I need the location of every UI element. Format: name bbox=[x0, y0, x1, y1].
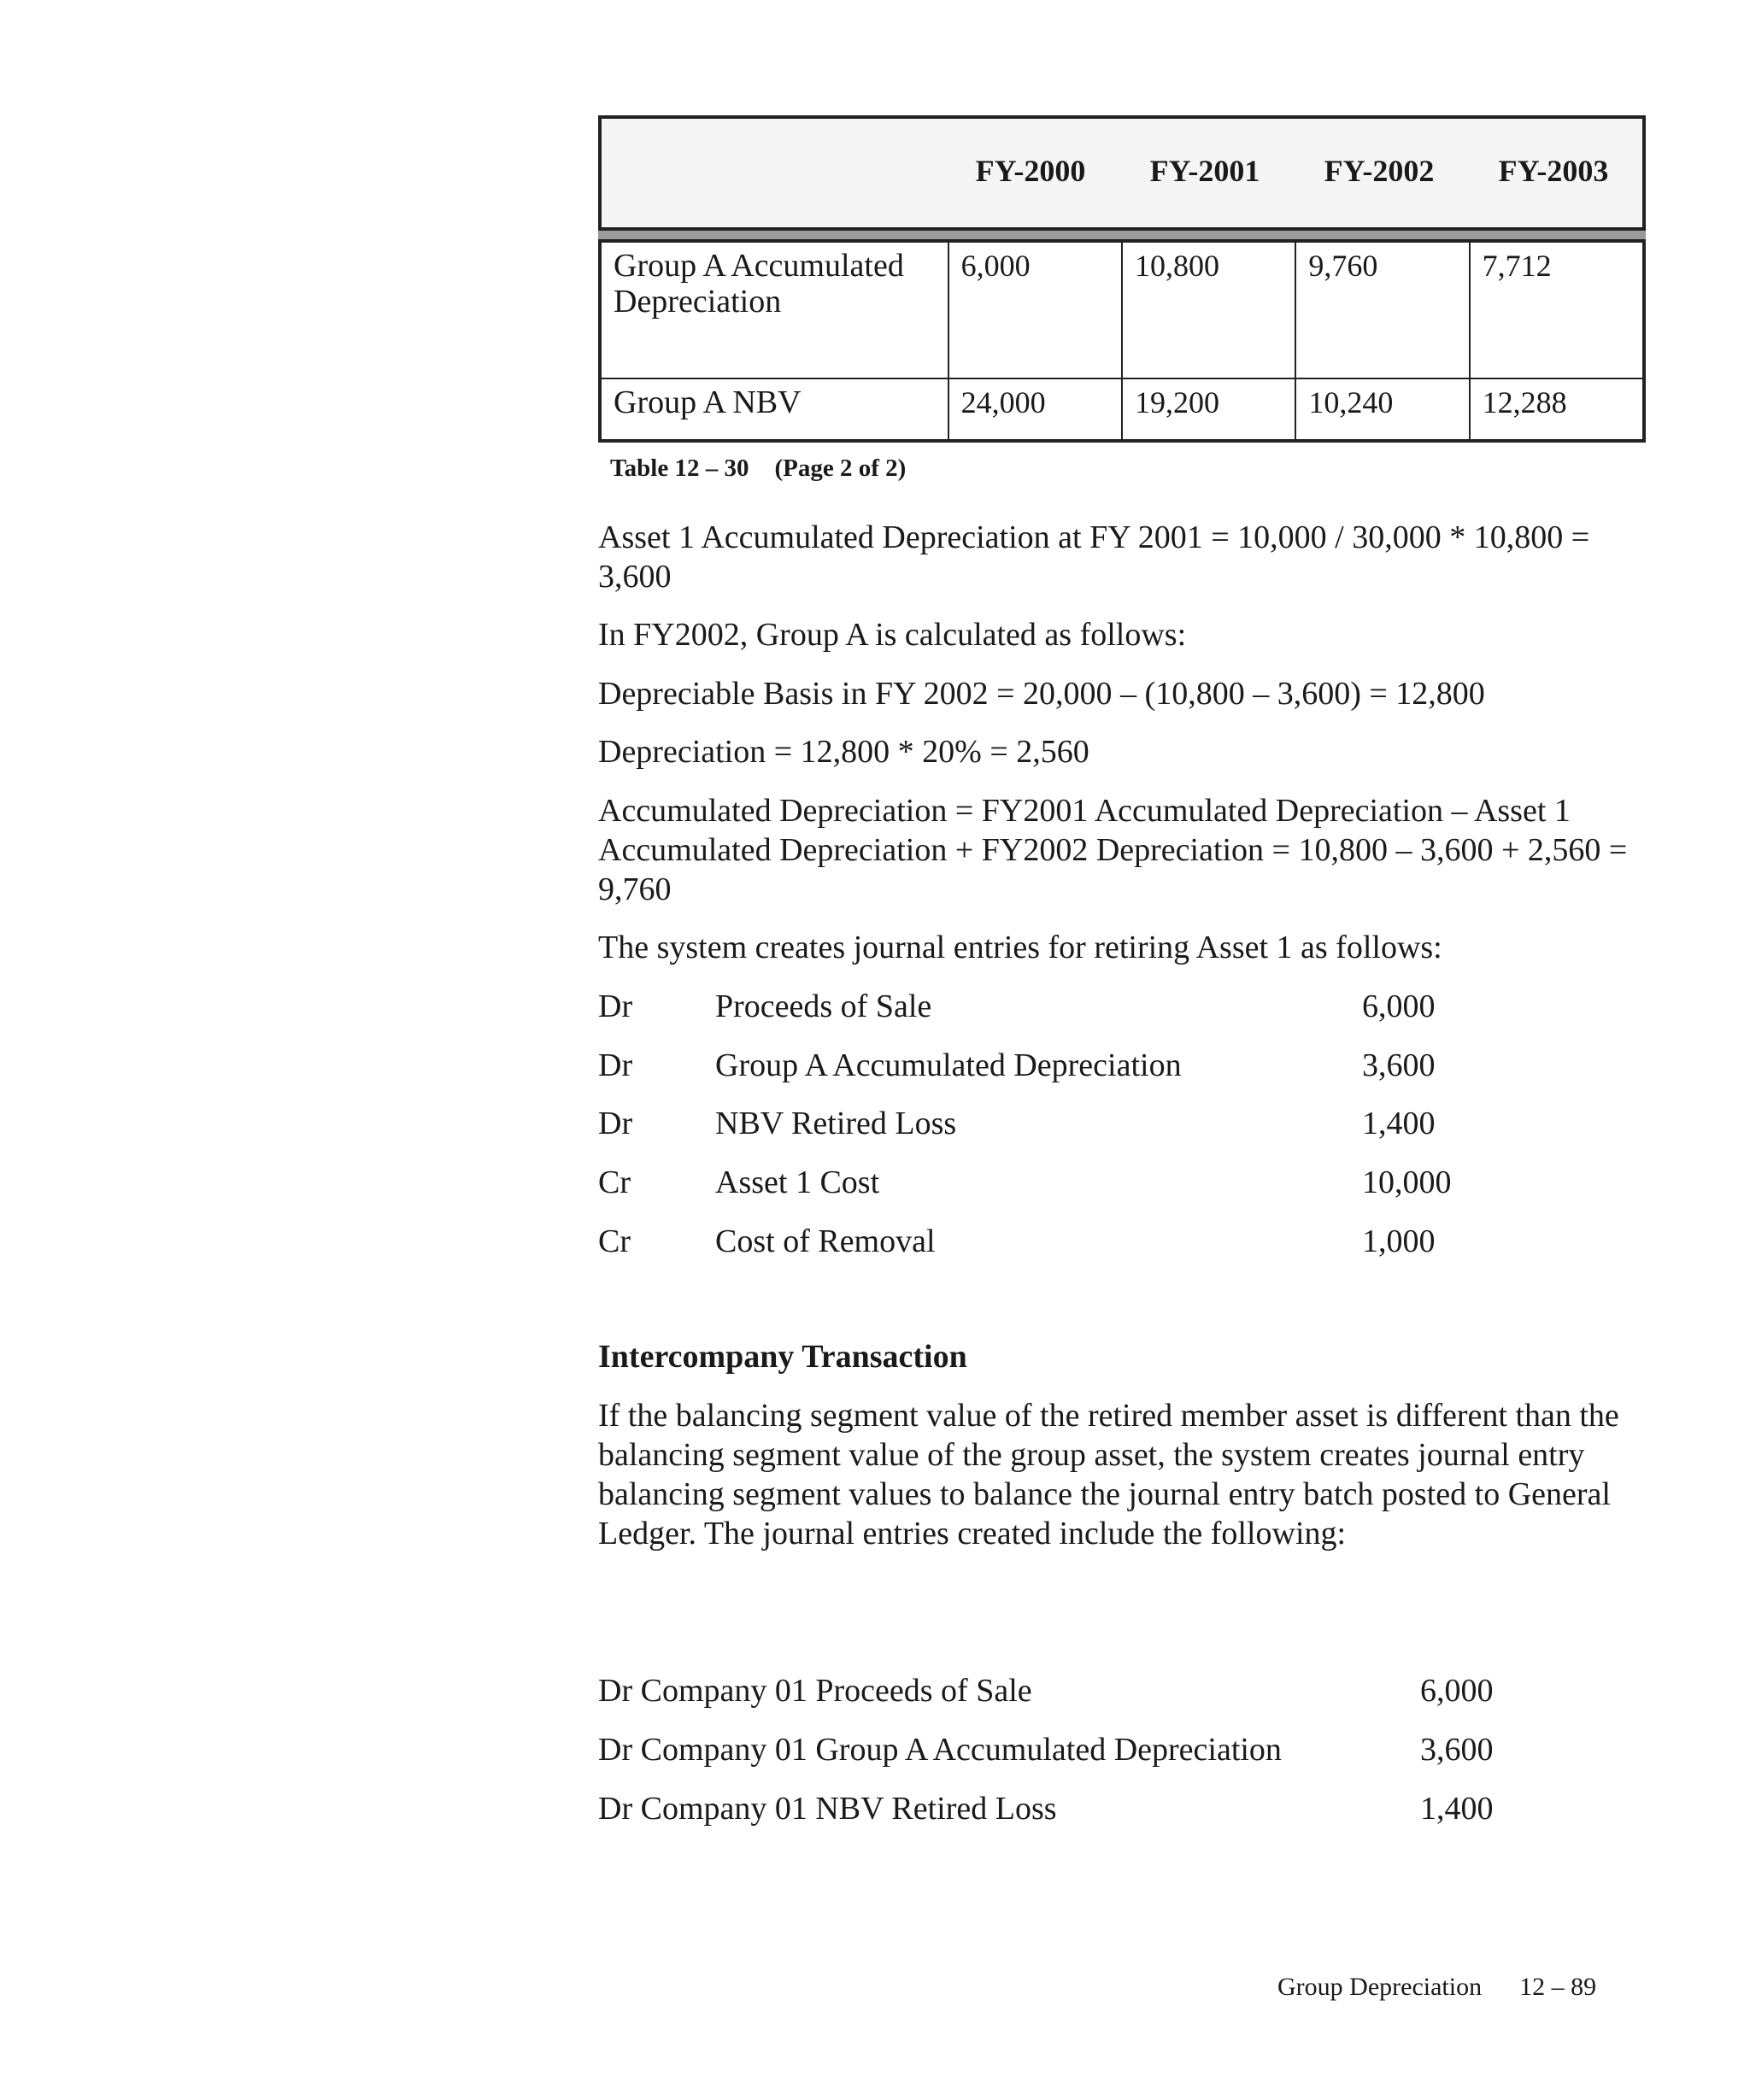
table-cell: 10,800 bbox=[1121, 243, 1295, 378]
paragraph-depreciable-basis: Depreciable Basis in FY 2002 = 20,000 – (10,800 – 3,600) = 12,800 bbox=[598, 676, 1485, 712]
journal-entry-type: Dr bbox=[598, 1047, 633, 1083]
section-heading-intercompany: Intercompany Transaction bbox=[598, 1339, 967, 1375]
intercompany-entry-row bbox=[598, 1730, 1646, 1769]
journal-entry-account: Asset 1 Cost bbox=[715, 1164, 880, 1200]
table-header-row bbox=[598, 115, 1646, 231]
table-caption bbox=[610, 455, 906, 483]
journal-entry-type: Cr bbox=[598, 1164, 631, 1200]
journal-entry-account: NBV Retired Loss bbox=[715, 1106, 957, 1141]
journal-entry-amount: 3,600 bbox=[1362, 1047, 1436, 1083]
intercompany-entry-amount: 6,000 bbox=[1420, 1673, 1494, 1709]
paragraph-journal-intro: The system creates journal entries for retiring Asset 1 as follows: bbox=[598, 930, 1442, 965]
journal-entry-account: Group A Accumulated Depreciation bbox=[715, 1047, 1182, 1083]
table-header-fy2002: FY-2002 bbox=[1324, 153, 1435, 188]
journal-entry-row bbox=[598, 1222, 1646, 1261]
journal-entry-type: Cr bbox=[598, 1223, 631, 1259]
journal-entry-amount: 6,000 bbox=[1362, 988, 1436, 1024]
table-header-fy2000: FY-2000 bbox=[975, 153, 1086, 188]
journal-entry-type: Dr bbox=[598, 988, 633, 1024]
table-header-fy2003: FY-2003 bbox=[1498, 153, 1609, 188]
journal-entry-type: Dr bbox=[598, 1106, 633, 1141]
table-cell: 12,288 bbox=[1469, 379, 1642, 439]
journal-entry-amount: 1,400 bbox=[1362, 1106, 1436, 1141]
footer-section-title: Group Depreciation bbox=[1277, 1973, 1483, 2001]
table-cell: 6,000 bbox=[948, 243, 1121, 378]
journal-entry-row bbox=[598, 1104, 1646, 1143]
table-cell: 24,000 bbox=[948, 379, 1121, 439]
paragraph-fy2002-intro: In FY2002, Group A is calculated as follows: bbox=[598, 617, 1187, 653]
table-row bbox=[602, 243, 1642, 378]
table-header-fy2001: FY-2001 bbox=[1149, 153, 1260, 188]
intercompany-entry-description: Dr Company 01 Group A Accumulated Depreciation bbox=[598, 1732, 1282, 1768]
intercompany-entry-amount: 1,400 bbox=[1420, 1791, 1494, 1827]
table-cell: 19,200 bbox=[1121, 379, 1295, 439]
journal-entry-row bbox=[598, 1046, 1646, 1085]
table-cell: 10,240 bbox=[1295, 379, 1468, 439]
table-body bbox=[598, 239, 1646, 443]
intercompany-entry-description: Dr Company 01 Proceeds of Sale bbox=[598, 1673, 1032, 1709]
table-caption-page: (Page 2 of 2) bbox=[774, 455, 907, 482]
footer-page-number: 12 – 89 bbox=[1519, 1973, 1597, 2001]
intercompany-entry-row bbox=[598, 1789, 1646, 1828]
journal-entry-account: Proceeds of Sale bbox=[715, 988, 932, 1024]
depreciation-table bbox=[598, 115, 1646, 443]
table-cell: 7,712 bbox=[1469, 243, 1642, 378]
intercompany-entry-description: Dr Company 01 NBV Retired Loss bbox=[598, 1791, 1057, 1827]
table-cell: 9,760 bbox=[1295, 243, 1468, 378]
journal-entry-row bbox=[598, 987, 1646, 1026]
table-header-separator bbox=[598, 231, 1646, 239]
paragraph-accumulated-depreciation: Accumulated Depreciation = FY2001 Accumulated Depreciation – Asset 1 Accumulated Depreciation + FY2002 Depreciation = 10,800 – 3,600 + 2,560 = 9,760 bbox=[598, 793, 1628, 907]
paragraph-asset1-accum: Asset 1 Accumulated Depreciation at FY 2001 = 10,000 / 30,000 * 10,800 = 3,600 bbox=[598, 519, 1590, 595]
row-label: Group A Accumulated Depreciation bbox=[614, 248, 904, 320]
table-row bbox=[602, 378, 1642, 439]
table-caption-number: Table 12 – 30 bbox=[610, 455, 749, 482]
paragraph-depreciation: Depreciation = 12,800 * 20% = 2,560 bbox=[598, 734, 1089, 770]
paragraph-intercompany: If the balancing segment value of the retired member asset is different than the balancing segment value of the group asset, the system creates journal entry balancing segment values to balance the journal entry batch posted to General Ledger. The journal entries created include the following: bbox=[598, 1398, 1619, 1552]
intercompany-entry-row bbox=[598, 1671, 1646, 1710]
journal-entry-account: Cost of Removal bbox=[715, 1223, 936, 1259]
row-label: Group A NBV bbox=[614, 384, 802, 420]
journal-entry-row bbox=[598, 1163, 1646, 1202]
journal-entry-amount: 1,000 bbox=[1362, 1223, 1436, 1259]
journal-entry-amount: 10,000 bbox=[1362, 1164, 1452, 1200]
page-footer bbox=[1277, 1973, 1596, 2002]
intercompany-entry-amount: 3,600 bbox=[1420, 1732, 1494, 1768]
